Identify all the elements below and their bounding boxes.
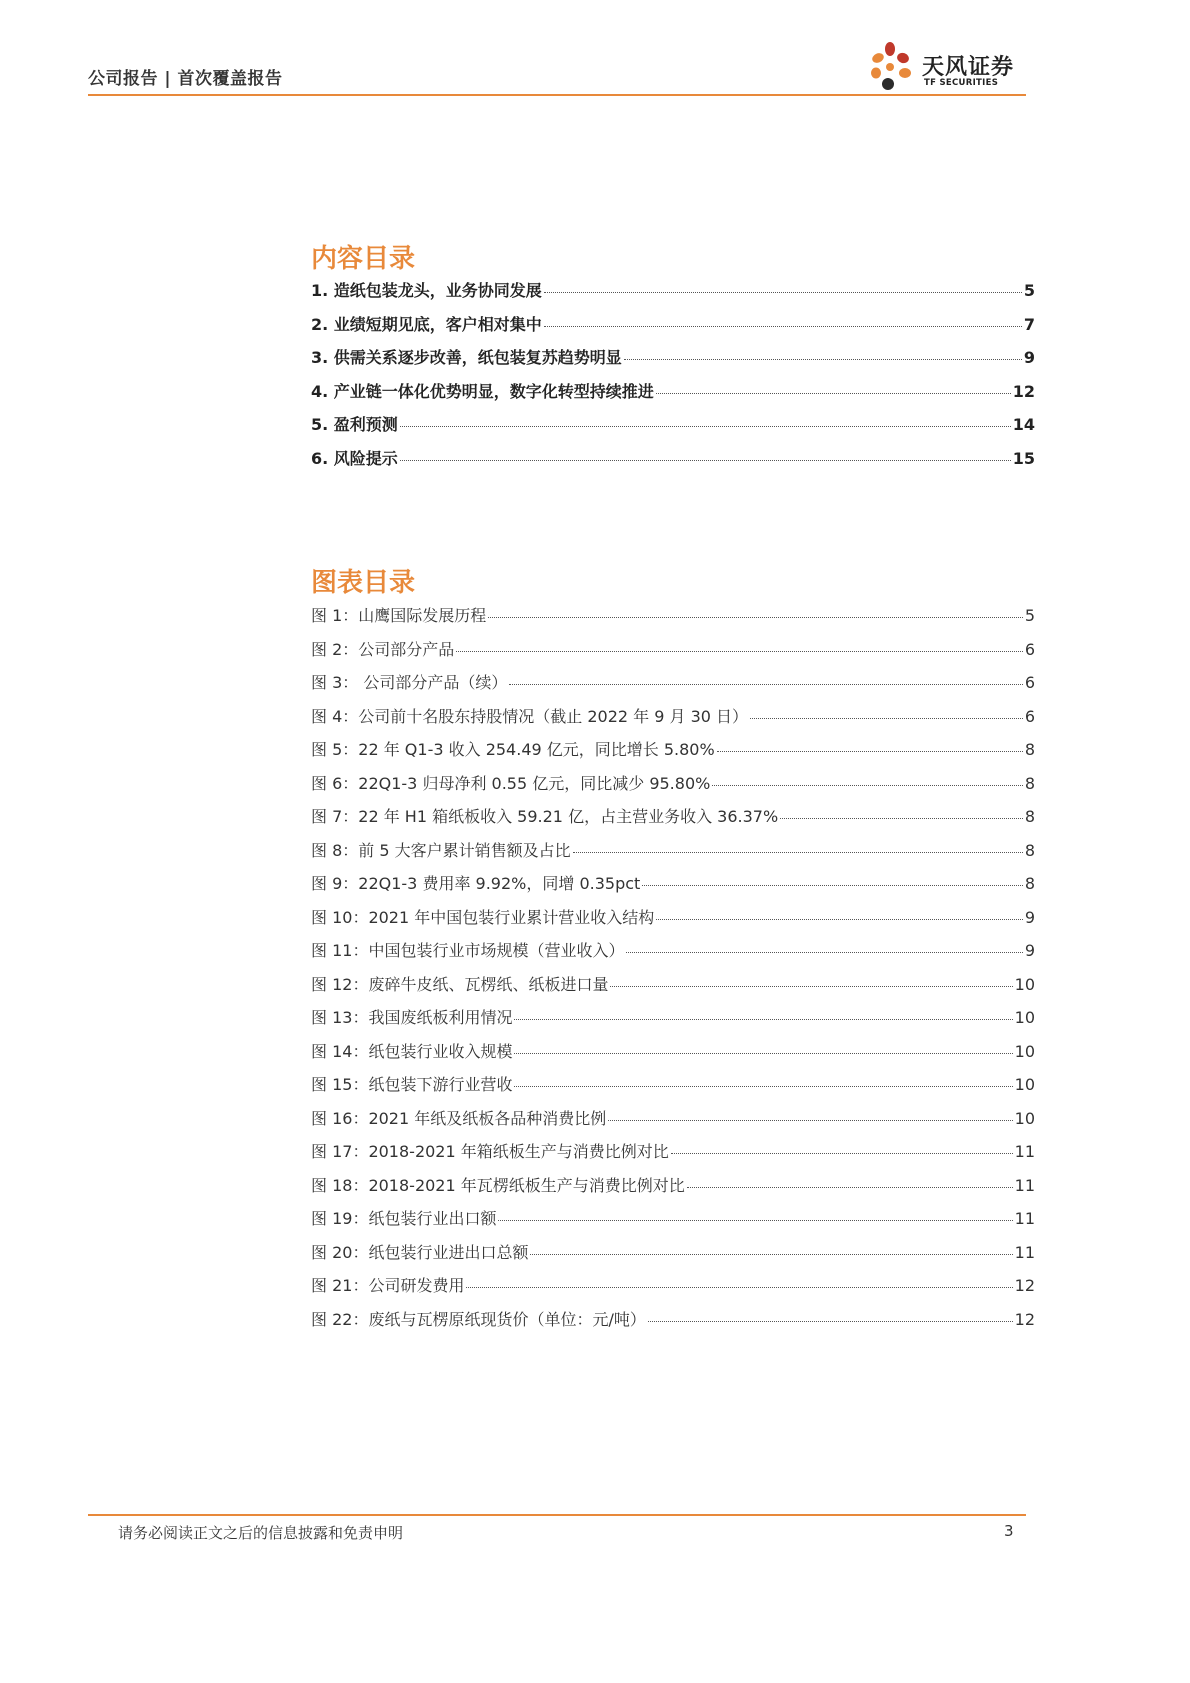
dot-leader — [717, 750, 1023, 752]
header-divider — [88, 94, 1026, 96]
dot-leader — [626, 951, 1022, 953]
toc-entry-label: 图 20：纸包装行业进出口总额 — [311, 1242, 529, 1262]
figure-entry[interactable] — [311, 1273, 1035, 1307]
figure-entry[interactable] — [311, 905, 1035, 939]
toc-entry-label: 图 11：中国包装行业市场规模（营业收入） — [311, 941, 625, 960]
toc-entry-page: 8 — [1024, 840, 1035, 860]
toc-entry-page: 8 — [1024, 874, 1035, 893]
contents-entry[interactable] — [311, 345, 1035, 379]
toc-entry-page: 12 — [1012, 381, 1035, 401]
contents-entry[interactable] — [311, 312, 1035, 346]
dot-leader — [642, 884, 1023, 886]
figure-entry[interactable] — [311, 1106, 1035, 1140]
page-number: 3 — [1004, 1522, 1014, 1540]
figure-entry[interactable] — [311, 737, 1035, 771]
figure-entry[interactable] — [311, 1173, 1035, 1207]
footer-disclaimer: 请务必阅读正文之后的信息披露和免责申明 — [118, 1524, 404, 1542]
contents-title: 内容目录 — [311, 244, 416, 274]
toc-entry-label: 1. 造纸包装龙头，业务协同发展 — [311, 281, 542, 300]
toc-entry-page: 15 — [1012, 448, 1035, 468]
toc-entry-page: 9 — [1023, 348, 1035, 367]
dot-leader — [624, 358, 1022, 360]
dot-leader — [514, 1052, 1012, 1054]
dot-leader — [687, 1186, 1013, 1188]
contents-entry[interactable] — [311, 379, 1035, 413]
dot-leader — [671, 1152, 1013, 1154]
dot-leader — [712, 784, 1022, 786]
toc-entry-label: 3. 供需关系逐步改善，纸包装复苏趋势明显 — [311, 348, 622, 367]
page-header — [88, 40, 1026, 98]
dot-leader — [456, 650, 1023, 652]
report-type-title: 公司报告 | 首次覆盖报告 — [88, 69, 283, 89]
toc-entry-page: 6 — [1024, 639, 1035, 659]
toc-entry-page: 10 — [1014, 1108, 1035, 1128]
toc-entry-page: 10 — [1014, 1041, 1035, 1061]
toc-entry-label: 图 7：22 年 H1 箱纸板收入 59.21 亿，占主营业务收入 36.37% — [311, 807, 779, 826]
toc-entry-page: 7 — [1023, 314, 1035, 334]
dot-leader — [466, 1286, 1012, 1288]
dot-leader — [514, 1018, 1012, 1020]
figure-entry[interactable] — [311, 603, 1035, 637]
contents-entry[interactable] — [311, 278, 1035, 312]
figure-entry[interactable] — [311, 704, 1035, 738]
toc-entry-page: 10 — [1014, 1075, 1035, 1094]
toc-entry-label: 图 9：22Q1-3 费用率 9.92%，同增 0.35pct — [311, 874, 641, 893]
figure-entry[interactable] — [311, 1005, 1035, 1039]
dot-leader — [488, 616, 1023, 618]
toc-entry-page: 10 — [1014, 974, 1035, 994]
toc-entry-label: 图 3： 公司部分产品（续） — [311, 673, 508, 692]
dot-leader — [750, 717, 1023, 719]
dot-leader — [573, 851, 1023, 853]
dot-leader — [400, 425, 1011, 427]
dot-leader — [610, 985, 1012, 987]
toc-entry-page: 9 — [1024, 907, 1035, 927]
toc-entry-label: 图 19：纸包装行业出口额 — [311, 1209, 497, 1228]
toc-entry-label: 图 4：公司前十名股东持股情况（截止 2022 年 9 月 30 日） — [311, 706, 749, 726]
toc-entry-label: 5. 盈利预测 — [311, 415, 398, 434]
toc-entry-label: 2. 业绩短期见底，客户相对集中 — [311, 314, 542, 334]
toc-entry-label: 图 6：22Q1-3 归母净利 0.55 亿元，同比减少 95.80% — [311, 773, 711, 793]
dot-leader — [608, 1119, 1012, 1121]
toc-entry-page: 11 — [1014, 1142, 1035, 1161]
toc-entry-label: 图 18：2018-2021 年瓦楞纸板生产与消费比例对比 — [311, 1175, 685, 1195]
toc-entry-page: 11 — [1014, 1242, 1035, 1262]
toc-entry-page: 10 — [1014, 1008, 1035, 1027]
dot-leader — [400, 459, 1011, 461]
toc-entry-label: 图 15：纸包装下游行业营收 — [311, 1075, 513, 1094]
dot-leader — [656, 918, 1023, 920]
toc-entry-page: 5 — [1023, 281, 1035, 300]
dot-leader — [544, 291, 1022, 293]
figure-entry[interactable] — [311, 670, 1035, 704]
logo-english-name: TF SECURITIES — [924, 78, 999, 88]
figure-entry[interactable] — [311, 838, 1035, 872]
contents-entry[interactable] — [311, 446, 1035, 480]
toc-entry-label: 图 10：2021 年中国包装行业累计营业收入结构 — [311, 907, 655, 927]
toc-entry-label: 图 5：22 年 Q1-3 收入 254.49 亿元，同比增长 5.80% — [311, 740, 715, 759]
toc-entry-label: 图 16：2021 年纸及纸板各品种消费比例 — [311, 1108, 607, 1128]
toc-entry-label: 图 1：山鹰国际发展历程 — [311, 606, 487, 625]
figure-entry[interactable] — [311, 1307, 1035, 1341]
toc-entry-label: 图 22：废纸与瓦楞原纸现货价（单位：元/吨） — [311, 1309, 646, 1329]
figure-entry[interactable] — [311, 804, 1035, 838]
dot-leader — [530, 1253, 1012, 1255]
toc-entry-page: 14 — [1012, 415, 1035, 434]
figure-entry[interactable] — [311, 1072, 1035, 1106]
dot-leader — [509, 683, 1022, 685]
toc-entry-page: 8 — [1024, 740, 1035, 759]
toc-entry-page: 11 — [1014, 1209, 1035, 1228]
contents-entry[interactable] — [311, 412, 1035, 446]
dot-leader — [544, 325, 1022, 327]
toc-entry-page: 8 — [1024, 807, 1035, 826]
toc-entry-page: 5 — [1024, 606, 1035, 625]
dot-leader — [514, 1085, 1012, 1087]
figure-entry[interactable] — [311, 1206, 1035, 1240]
figures-list — [311, 603, 1035, 1340]
figures-title: 图表目录 — [311, 568, 416, 598]
footer-divider — [88, 1514, 1026, 1516]
logo-chinese-name: 天风证券 — [922, 55, 1015, 80]
dot-leader — [648, 1320, 1013, 1322]
figure-entry[interactable] — [311, 637, 1035, 671]
toc-entry-label: 图 21：公司研发费用 — [311, 1276, 465, 1295]
toc-entry-label: 图 17：2018-2021 年箱纸板生产与消费比例对比 — [311, 1142, 669, 1161]
figure-entry[interactable] — [311, 1039, 1035, 1073]
figure-entry[interactable] — [311, 1139, 1035, 1173]
toc-entry-page: 6 — [1024, 673, 1035, 692]
figure-entry[interactable] — [311, 1240, 1035, 1274]
toc-entry-page: 9 — [1024, 941, 1035, 960]
toc-entry-label: 4. 产业链一体化优势明显，数字化转型持续推进 — [311, 381, 654, 401]
toc-entry-page: 11 — [1014, 1175, 1035, 1195]
toc-entry-label: 图 8：前 5 大客户累计销售额及占比 — [311, 840, 571, 860]
flower-logo-icon — [866, 40, 920, 94]
dot-leader — [498, 1219, 1012, 1221]
toc-entry-label: 图 12：废碎牛皮纸、瓦楞纸、纸板进口量 — [311, 974, 609, 994]
toc-entry-page: 6 — [1024, 706, 1035, 726]
toc-entry-label: 6. 风险提示 — [311, 448, 398, 468]
dot-leader — [780, 817, 1023, 819]
figure-entry[interactable] — [311, 938, 1035, 972]
figure-entry[interactable] — [311, 871, 1035, 905]
toc-entry-label: 图 14：纸包装行业收入规模 — [311, 1041, 513, 1061]
tf-securities-logo — [866, 40, 1026, 94]
toc-entry-page: 12 — [1014, 1276, 1035, 1295]
toc-entry-page: 12 — [1014, 1309, 1035, 1329]
toc-entry-page: 8 — [1024, 773, 1035, 793]
contents-list — [311, 278, 1035, 479]
figure-entry[interactable] — [311, 771, 1035, 805]
toc-entry-label: 图 13：我国废纸板利用情况 — [311, 1008, 513, 1027]
dot-leader — [656, 392, 1011, 394]
figure-entry[interactable] — [311, 972, 1035, 1006]
toc-entry-label: 图 2：公司部分产品 — [311, 639, 455, 659]
